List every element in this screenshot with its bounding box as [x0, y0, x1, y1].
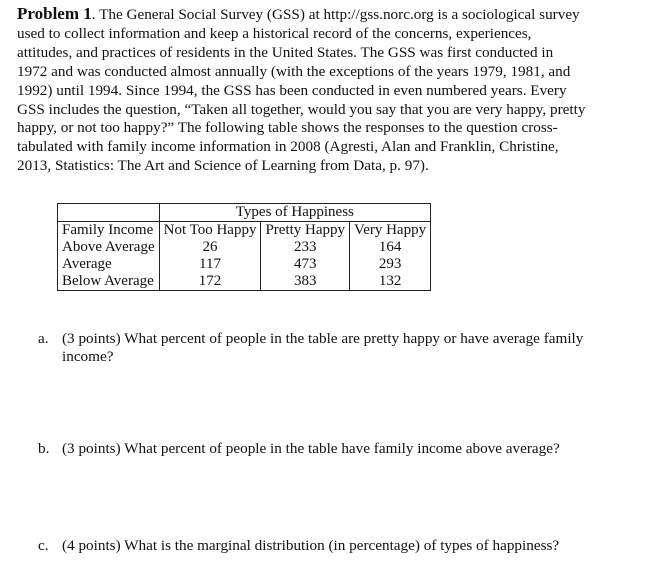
row-label: Average [58, 256, 160, 273]
question-b [38, 440, 598, 458]
header-cell: Family Income [58, 222, 160, 240]
problem-text: . The General Social Survey (GSS) at http://gss.norc.org is a sociological survey used to collect information and keep a historical record of the concerns, experiences, attitudes, and practices of residents in the United States. The GSS was first conducted in 1972 and was conducted almost annually (with the exceptions of the years 1979, 1981, and 1992) until 1994. Since 1994, the GSS has been conducted in even numbered years. Every GSS includes the question, “Taken all together, would you say that you are very happy, pretty happy, or not too happy?” The following table shows the responses to the question cross-tabulated with family income information in 2008 (Agresti, Alan and Franklin, Christine, 2013, Statistics: The Art and Science of Learning from Data, p. 97). [17, 6, 586, 175]
table-row [58, 239, 431, 256]
header-cell: Pretty Happy [261, 222, 350, 240]
question-c [38, 537, 598, 555]
problem-statement [17, 5, 587, 176]
cell: 132 [350, 273, 431, 291]
question-text: (3 points) What percent of people in the table have family income above average? [62, 440, 560, 457]
table-row [58, 256, 431, 273]
happiness-table [57, 203, 431, 291]
empty-cell [58, 204, 160, 222]
question-marker: c. [38, 537, 49, 554]
cell: 383 [261, 273, 350, 291]
cell: 164 [350, 239, 431, 256]
cell: 117 [159, 256, 261, 273]
table-row [58, 273, 431, 291]
row-label: Above Average [58, 239, 160, 256]
question-text: (4 points) What is the marginal distribution (in percentage) of types of happiness? [62, 537, 560, 554]
group-header: Types of Happiness [159, 204, 431, 222]
cell: 473 [261, 256, 350, 273]
cell: 233 [261, 239, 350, 256]
row-label: Below Average [58, 273, 160, 291]
question-text: (3 points) What percent of people in the table are pretty happy or have average family income? [62, 330, 584, 365]
header-cell: Very Happy [350, 222, 431, 240]
header-cell: Not Too Happy [159, 222, 261, 240]
question-marker: a. [38, 330, 49, 347]
cell: 293 [350, 256, 431, 273]
cell: 26 [159, 239, 261, 256]
question-marker: b. [38, 440, 50, 457]
question-a [38, 330, 598, 366]
cell: 172 [159, 273, 261, 291]
problem-label: Problem 1 [17, 4, 92, 23]
